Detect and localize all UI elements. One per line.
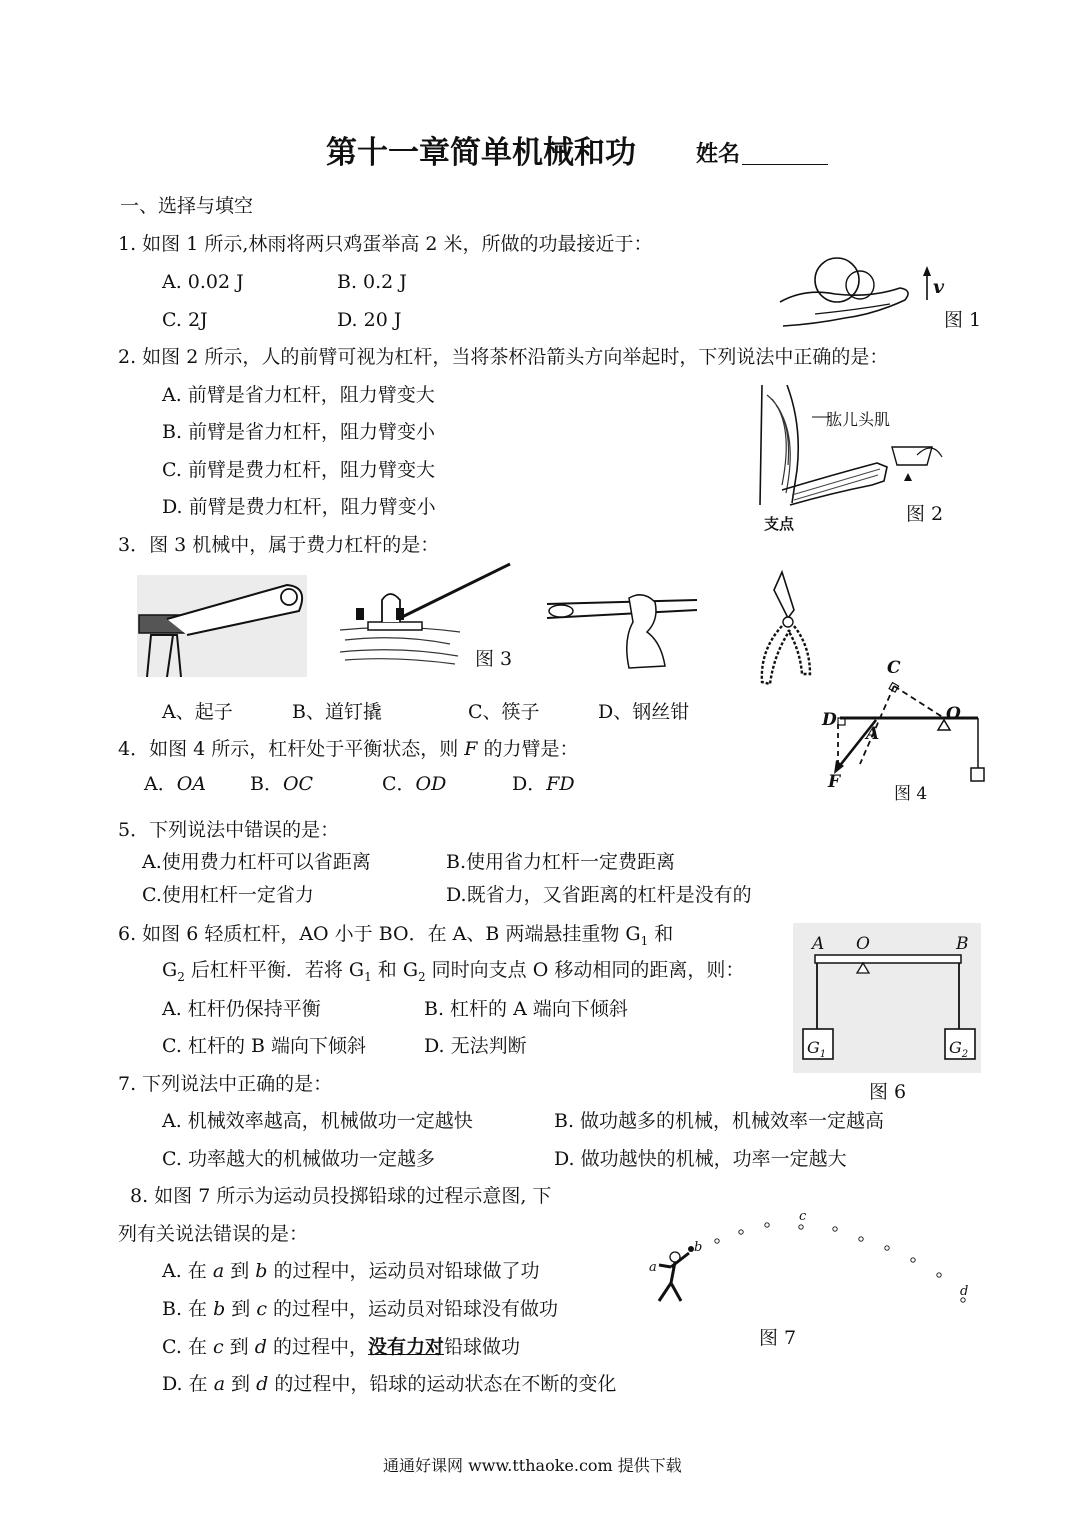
- fig4-label-d: D: [822, 710, 837, 730]
- fig1-caption: 图 1: [944, 309, 982, 331]
- fig4-label-a: A: [866, 724, 880, 744]
- q4-stem: 4．如图 4 所示，杠杆处于平衡状态，则 F 的力臂是：: [118, 738, 579, 760]
- q3-option-b: B、道钉撬: [292, 701, 382, 723]
- q8-option-c: C. 在 c 到 d 的过程中，没有力对铅球做功: [162, 1336, 520, 1358]
- q7-stem: 7. 下列说法中正确的是：: [118, 1073, 333, 1095]
- figure-1-hand-eggs: [775, 252, 950, 332]
- figure-3c-chopsticks: [547, 590, 702, 670]
- q7-option-c: C. 功率越大的机械做功一定越多: [162, 1148, 435, 1170]
- q6-option-c: C. 杠杆的 B 端向下倾斜: [162, 1035, 366, 1057]
- fig6-label-g2: $G_2$: [949, 1038, 969, 1061]
- q3-option-c: C、筷子: [468, 701, 540, 723]
- q6-option-a: A. 杠杆仍保持平衡: [162, 998, 321, 1020]
- q6-stem-line2: $G_2$ 后杠杆平衡．若将 $G_1$ 和 $G_2$ 同时向支点 O 移动相同的距离，则：: [162, 959, 745, 984]
- fig6-label-o: O: [856, 934, 870, 954]
- name-label: 姓名: [696, 141, 741, 167]
- fig2-pivot-label: 支点: [764, 515, 795, 533]
- q1-option-b: B. 0.2 J: [337, 271, 407, 293]
- fig7-label-a: a: [649, 1260, 657, 1275]
- q2-option-c: C. 前臂是费力杠杆，阻力臂变大: [162, 459, 435, 481]
- q5-stem: 5．下列说法中错误的是：: [118, 819, 340, 841]
- q5-option-a: A.使用费力杠杆可以省距离: [142, 851, 371, 873]
- fig2-muscle-label: 肱儿头肌: [826, 410, 891, 429]
- fig7-caption: 图 7: [759, 1327, 797, 1349]
- q2-option-b: B. 前臂是省力杠杆，阻力臂变小: [162, 421, 436, 443]
- figure-3d-pliers: [752, 570, 822, 688]
- q8-option-b: B. 在 b 到 c 的过程中，运动员对铅球没有做功: [162, 1298, 559, 1320]
- fig6-caption: 图 6: [869, 1081, 907, 1103]
- q4-option-d: D．FD: [512, 773, 575, 795]
- fig7-label-c: c: [799, 1209, 807, 1224]
- q1-option-a: A. 0.02 J: [162, 271, 244, 293]
- fig2-caption: 图 2: [906, 503, 944, 525]
- q7-option-b: B. 做功越多的机械，机械效率一定越高: [554, 1110, 885, 1132]
- fig3-caption: 图 3: [475, 648, 513, 670]
- q2-option-d: D. 前臂是费力杠杆，阻力臂变小: [162, 496, 436, 518]
- page-footer: 通通好课网 www.tthaoke.com 提供下载: [383, 1456, 682, 1475]
- name-blank[interactable]: [742, 164, 828, 165]
- q3-stem: 3．图 3 机械中，属于费力杠杆的是：: [118, 534, 440, 556]
- q6-option-b: B. 杠杆的 A 端向下倾斜: [424, 998, 628, 1020]
- q8-option-a: A. 在 a 到 b 的过程中，运动员对铅球做了功: [162, 1260, 540, 1282]
- q8-stem-line1: 8. 如图 7 所示为运动员投掷铅球的过程示意图, 下: [130, 1185, 552, 1207]
- q1-stem: 1. 如图 1 所示,林雨将两只鸡蛋举高 2 米，所做的功最接近于：: [118, 233, 653, 255]
- fig7-label-d: d: [960, 1284, 969, 1299]
- figure-2-forearm: [752, 385, 947, 515]
- fig1-velocity-label: v: [933, 276, 945, 298]
- q2-option-a: A. 前臂是省力杠杆，阻力臂变大: [162, 384, 435, 406]
- q1-option-c: C. 2J: [162, 309, 208, 331]
- fig4-label-f: F: [828, 772, 841, 792]
- q8-option-d: D. 在 a 到 d 的过程中，铅球的运动状态在不断的变化: [162, 1373, 617, 1395]
- fig6-label-b: B: [956, 934, 969, 954]
- q6-stem-line1: 6. 如图 6 轻质杠杆，AO 小于 BO．在 A、B 两端悬挂重物 $G_1$ 和: [118, 923, 674, 948]
- fig6-label-g1: $G_1$: [807, 1038, 827, 1061]
- q1-option-d: D. 20 J: [337, 309, 402, 331]
- q4-option-b: B．OC: [250, 773, 314, 795]
- q4-option-c: C．OD: [382, 773, 447, 795]
- q2-stem: 2. 如图 2 所示，人的前臂可视为杠杆，当将茶杯沿箭头方向举起时，下列说法中正确的是：: [118, 346, 889, 368]
- q4-option-a: A．OA: [144, 773, 207, 795]
- figure-3a-bottle-opener: [137, 575, 307, 677]
- q8-stem-line2: 列有关说法错误的是：: [118, 1223, 309, 1245]
- q3-option-d: D、钢丝钳: [598, 701, 690, 723]
- fig6-label-a: A: [812, 934, 825, 954]
- q3-option-a: A、起子: [162, 701, 233, 723]
- fig7-label-b: b: [694, 1240, 703, 1255]
- page-title: 第十一章简单机械和功: [326, 135, 636, 171]
- q5-option-b: B.使用省力杠杆一定费距离: [446, 851, 676, 873]
- fig4-caption: 图 4: [894, 784, 928, 804]
- q7-option-d: D. 做功越快的机械，功率一定越大: [554, 1148, 847, 1170]
- section-heading: 一、选择与填空: [120, 195, 254, 217]
- fig4-label-c: C: [887, 658, 901, 678]
- q5-option-c: C.使用杠杆一定省力: [142, 884, 314, 906]
- q7-option-a: A. 机械效率越高，机械做功一定越快: [162, 1110, 473, 1132]
- q5-option-d: D.既省力，又省距离的杠杆是没有的: [446, 884, 752, 906]
- q6-option-d: D. 无法判断: [424, 1035, 527, 1057]
- fig4-label-o: O: [946, 704, 961, 724]
